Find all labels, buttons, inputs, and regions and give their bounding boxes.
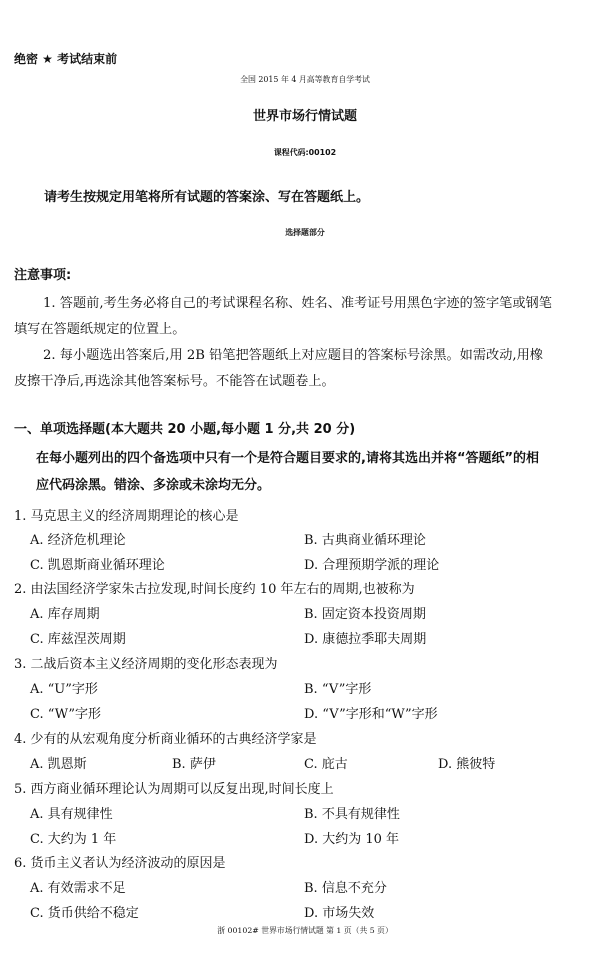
question-option: C. “W”字形 xyxy=(30,707,102,722)
question-option: A. “U”字形 xyxy=(30,682,98,697)
question-option: A. 具有规律性 xyxy=(30,807,113,822)
course-code: 课程代码:00102 xyxy=(273,148,337,157)
question-option: B. 信息不充分 xyxy=(304,881,387,896)
question-option: A. 凯恩斯 xyxy=(30,757,87,772)
question-option: B. “V”字形 xyxy=(304,682,372,697)
question-option: D. “V”字形和“W”字形 xyxy=(304,707,438,722)
question-option: B. 固定资本投资周期 xyxy=(304,607,426,622)
section-title: 选择题部分 xyxy=(285,228,325,237)
notice-title: 注意事项: xyxy=(14,268,72,283)
notice-item-1-line2: 填写在答题纸规定的位置上。 xyxy=(14,322,186,337)
question-option: A. 经济危机理论 xyxy=(30,533,126,548)
question-option: A. 库存周期 xyxy=(30,607,100,622)
part-desc-line2: 应代码涂黑。错涂、多涂或未涂均无分。 xyxy=(36,478,271,493)
subject-title: 世界市场行情试题 xyxy=(252,109,357,124)
question-option: D. 市场失效 xyxy=(304,906,375,921)
question-stem: 2. 由法国经济学家朱古拉发现,时间长度约 10 年左右的周期,也被称为 xyxy=(14,582,415,597)
question-option: A. 有效需求不足 xyxy=(30,881,126,896)
confidential-mark: 绝密 ★ 考试结束前 xyxy=(14,52,118,66)
question-stem: 1. 马克思主义的经济周期理论的核心是 xyxy=(14,509,239,524)
question-option: B. 不具有规律性 xyxy=(304,807,400,822)
part-desc-line1: 在每小题列出的四个备选项中只有一个是符合题目要求的,请将其选出并将“答题纸”的相 xyxy=(36,451,540,466)
question-option: C. 大约为 1 年 xyxy=(30,832,117,847)
question-option: C. 凯恩斯商业循环理论 xyxy=(30,558,165,573)
question-option: C. 货币供给不稳定 xyxy=(30,906,139,921)
question-option: C. 庇古 xyxy=(304,757,348,772)
exam-title: 全国 2015 年 4 月高等教育自学考试 xyxy=(240,75,370,84)
answer-instruction: 请考生按规定用笔将所有试题的答案涂、写在答题纸上。 xyxy=(44,190,370,205)
notice-item-2-line1: 2. 每小题选出答案后,用 2B 铅笔把答题纸上对应题目的答案标号涂黑。如需改动,用橡 xyxy=(43,348,543,363)
notice-item-2-line2: 皮擦干净后,再选涂其他答案标号。不能答在试题卷上。 xyxy=(14,374,335,389)
part-title: 一、单项选择题(本大题共 20 小题,每小题 1 分,共 20 分) xyxy=(14,422,356,437)
question-stem: 5. 西方商业循环理论认为周期可以反复出现,时间长度上 xyxy=(14,782,334,797)
question-option: B. 萨伊 xyxy=(172,757,216,772)
question-option: C. 库兹涅茨周期 xyxy=(30,632,126,647)
notice-item-1-line1: 1. 答题前,考生务必将自己的考试课程名称、姓名、准考证号用黑色字迹的签字笔或钢笔 xyxy=(43,296,552,311)
question-stem: 3. 二战后资本主义经济周期的变化形态表现为 xyxy=(14,657,278,672)
question-option: B. 古典商业循环理论 xyxy=(304,533,426,548)
question-option: D. 大约为 10 年 xyxy=(304,832,400,847)
question-option: D. 合理预期学派的理论 xyxy=(304,558,440,573)
question-option: D. 熊彼特 xyxy=(438,757,496,772)
question-option: D. 康德拉季耶夫周期 xyxy=(304,632,427,647)
question-stem: 6. 货币主义者认为经济波动的原因是 xyxy=(14,856,226,871)
question-stem: 4. 少有的从宏观角度分析商业循环的古典经济学家是 xyxy=(14,732,317,747)
page-footer: 浙 00102# 世界市场行情试题 第 1 页（共 5 页） xyxy=(217,926,393,935)
